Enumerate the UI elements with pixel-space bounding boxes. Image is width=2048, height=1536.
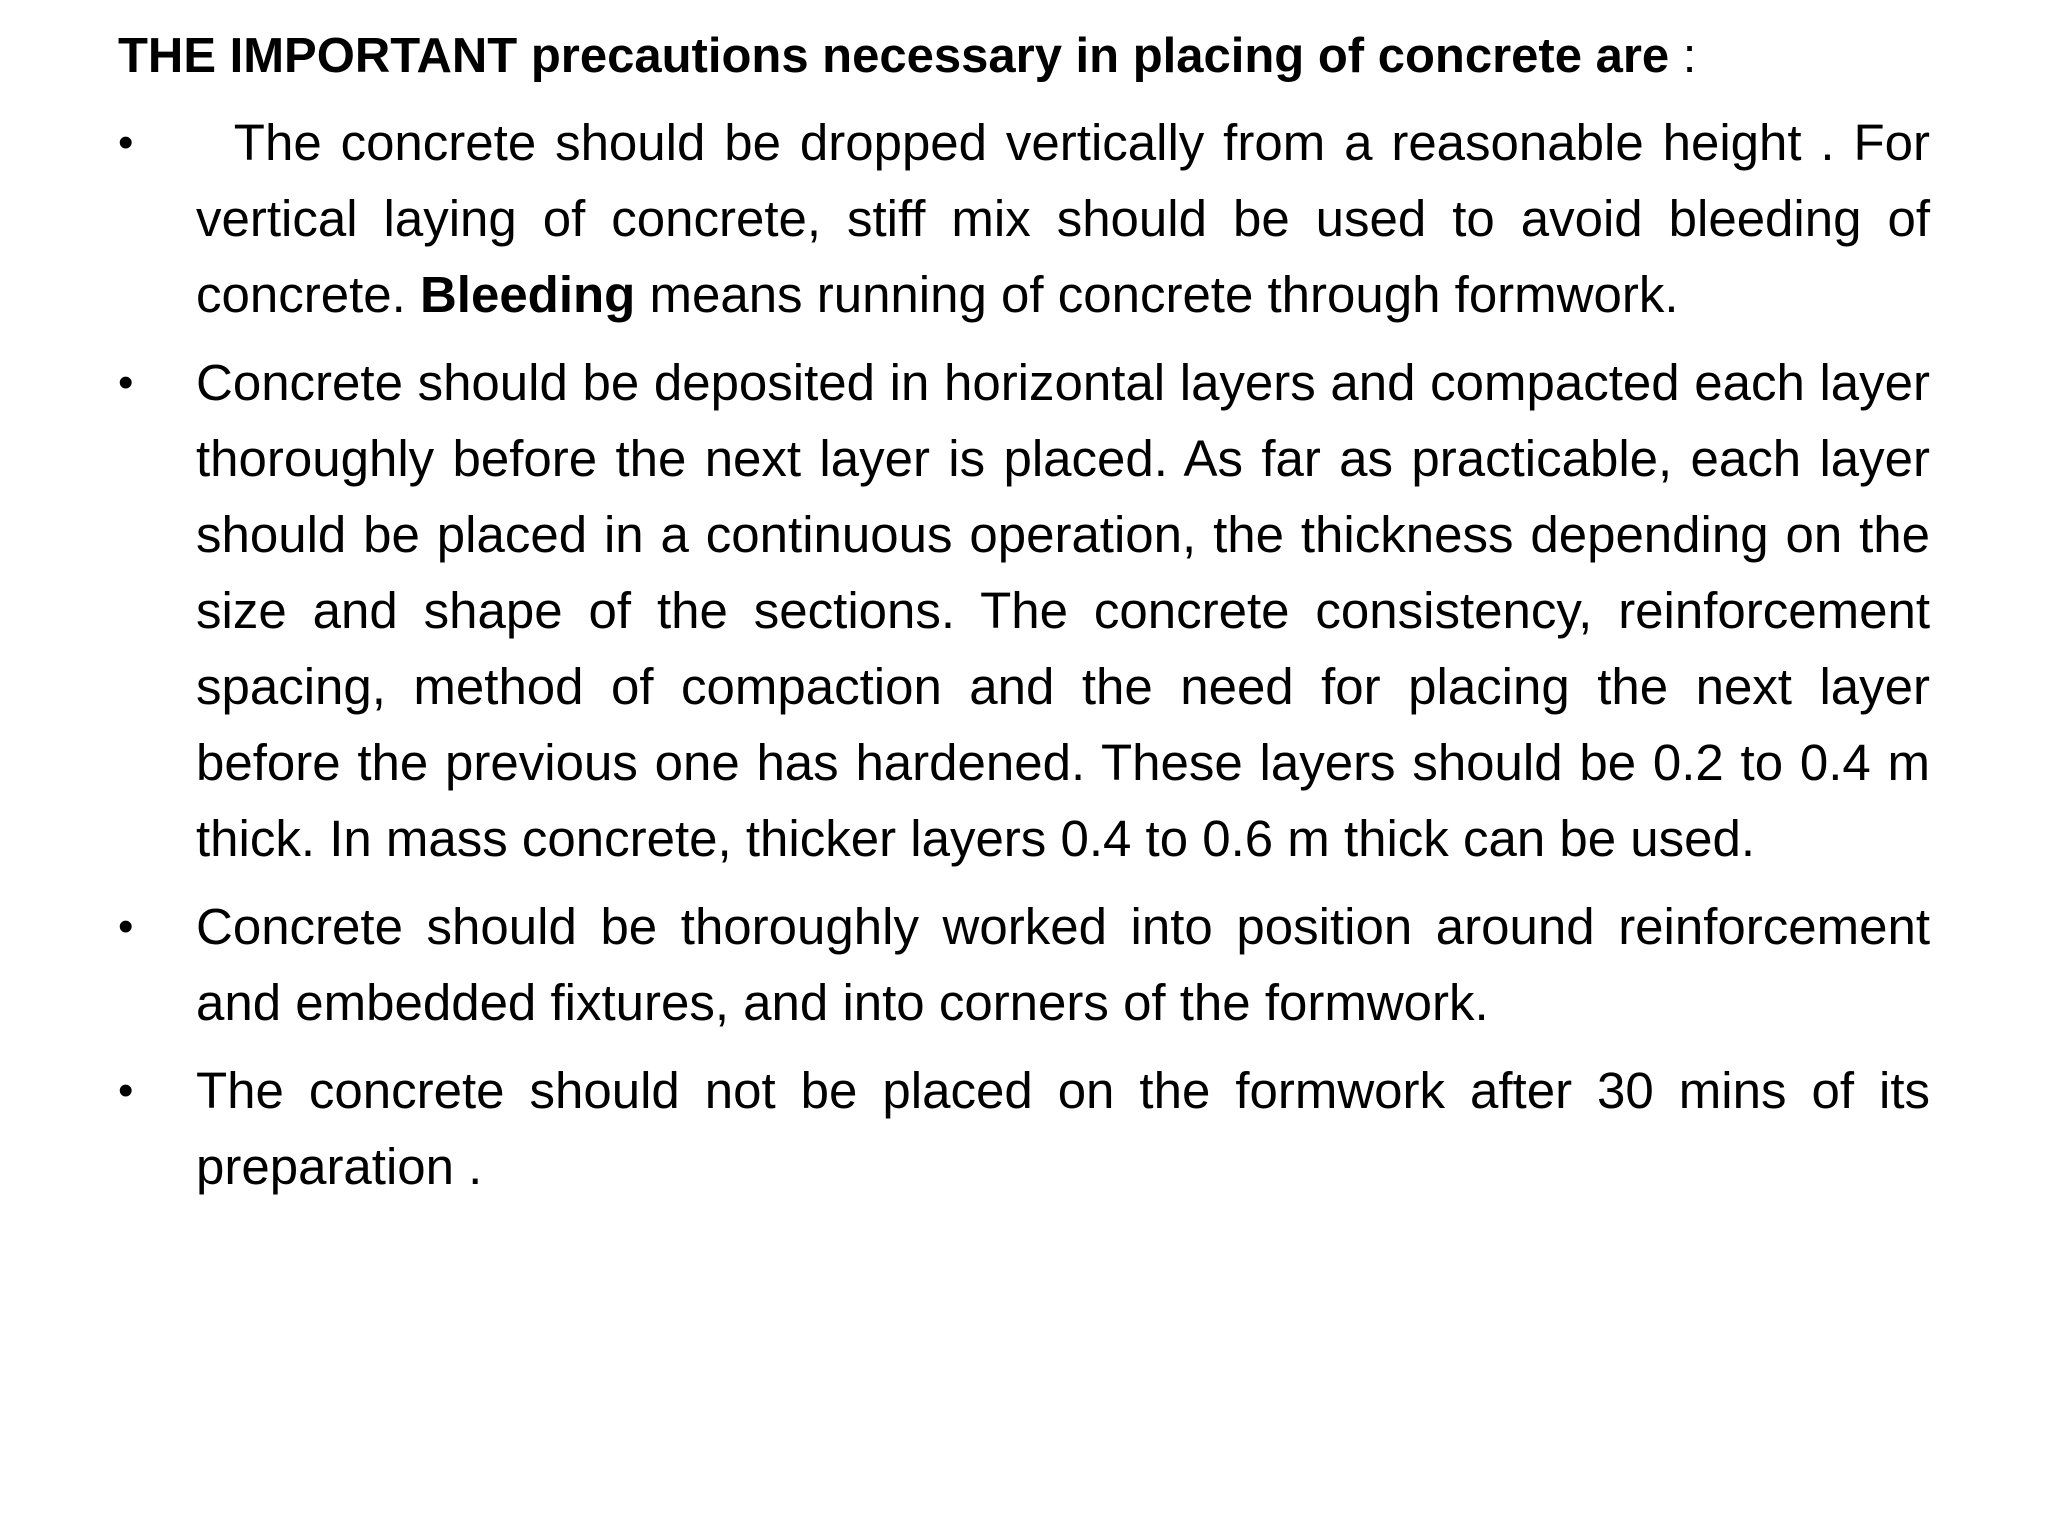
precautions-list [118,105,1945,1217]
list-item [118,1053,1930,1205]
list-item-text: The concrete should not be placed on the formwork after 30 mins of its preparation . [196,1062,1930,1195]
list-item-text-after: means running of concrete through formwork. [635,266,1679,323]
bullet-icon: • [118,1066,134,1115]
list-item [118,889,1930,1041]
list-item [118,105,1945,333]
slide-heading [118,18,1948,94]
heading-bold-text: THE IMPORTANT precautions necessary in placing of concrete are [118,29,1670,83]
list-item-text-before: The concrete should be dropped vertically from a reasonable height . For vertical laying of concrete, stiff mix should be used to avoid bleeding of concrete. [196,114,1945,323]
bullet-icon: • [118,118,134,167]
bleeding-term: Bleeding [419,266,636,323]
heading-suffix: : [1669,29,1697,83]
list-item-text: Concrete should be thoroughly worked into position around reinforcement and embedded fixtures, and into corners of the formwork. [196,898,1930,1031]
list-item [118,345,1930,877]
list-item-text: Concrete should be deposited in horizontal layers and compacted each layer thoroughly before the next layer is placed. As far as practicable, each layer should be placed in a continuous operation, the thickness depending on the size and shape of the sections. The concrete consistency, reinforcement spacing, method of compaction and the need for placing the next layer before the previous one has hardened. These layers should be 0.2 to 0.4 m thick. In mass concrete, thicker layers 0.4 to 0.6 m thick can be used. [196,354,1930,867]
bullet-icon: • [118,902,134,951]
bullet-icon: • [118,358,134,407]
